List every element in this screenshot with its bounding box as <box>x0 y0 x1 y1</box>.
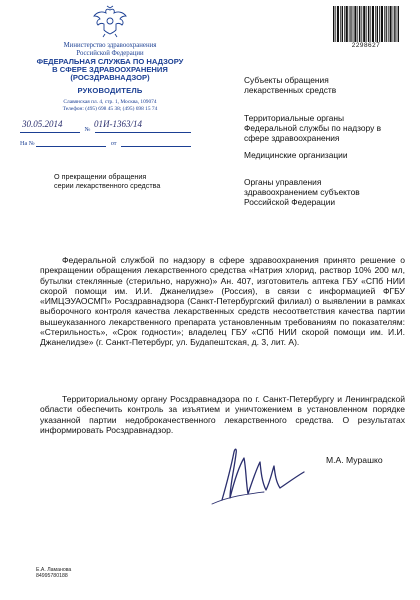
handwritten-signature <box>200 438 320 508</box>
sender-title: РУКОВОДИТЕЛЬ <box>77 86 143 95</box>
barcode-icon <box>333 6 399 42</box>
coat-of-arms-icon <box>90 4 130 40</box>
addressee-1: Субъекты обращения лекарственных средств <box>244 75 337 96</box>
letter-subject: О прекращении обращения серии лекарственного средства <box>54 172 161 190</box>
handwritten-number: 01И-1363/14 <box>94 119 142 129</box>
number-sign: № <box>84 126 91 133</box>
addressee-3: Медицинские организации <box>244 150 348 160</box>
signer-name: М.А. Мурашко <box>326 455 383 465</box>
executor-phone: 84995780188 <box>36 573 68 580</box>
addressee-2: Территориальные органы Федеральной службы по надзору в сфере здравоохранения <box>244 113 382 144</box>
body-paragraph-1: Федеральной службой по надзору в сфере здравоохранения принято решение о прекращении обращения лекарственного средства «Натрия хлорид, раствор 10% 200 мл, бутылки стеклянные (стерильно, наружно)» Ан. 407, изготовитель аптека ГБУ «СПб НИИ скорой помощи им. И.И. Джанелидзе» (Россия), в связи с информацией ФГБУ «ИМЦЭУАОСМП» Росздравнадзора (Санкт-Петербургский филиал) о выявлении в рамках выборочного контроля качества лекарственных средств несоответствия качества партии вышеуказанного лекарственного препарата установленным требованиям по показателям: «Стерильность», «Срок годности»; владелец ГБУ «СПб НИИ скорой помощи им. И.И. Джанелидзе» (г. Санкт-Петербург, ул. Будапештская, д. 3, лит. А). <box>40 255 405 347</box>
executor-info <box>36 567 71 580</box>
ministry-name: Министерство здравоохранения Российской Федерации <box>63 42 157 57</box>
sender-address: Славянская пл. 4, стр. 1, Москва, 109074 Телефон: (495) 698 45 38; (495) 698 15 74 <box>62 99 158 112</box>
executor-name: Е.А. Ламанова <box>36 567 72 573</box>
reference-no-label: На № <box>20 140 35 147</box>
service-name: ФЕДЕРАЛЬНАЯ СЛУЖБА ПО НАДЗОРУ В СФЕРЕ ЗДРАВООХРАНЕНИЯ (РОСЗДРАВНАДЗОР) <box>36 57 184 83</box>
body-paragraph-2: Территориальному органу Росздравнадзора по г. Санкт-Петербургу и Ленинградской области обеспечить контроль за изъятием и уничтожением в установленном порядке указанной партии недоброкачественного лекарственного средства. О результатах информировать Росздравнадзор. <box>40 394 405 435</box>
addressee-4: Органы управления здравоохранением субъектов Российской Федерации <box>244 177 360 208</box>
handwritten-date: 30.05.2014 <box>22 119 63 129</box>
reference-row <box>20 138 191 147</box>
reference-from-label: от <box>110 140 117 147</box>
barcode-number: 2298627 <box>351 42 381 49</box>
